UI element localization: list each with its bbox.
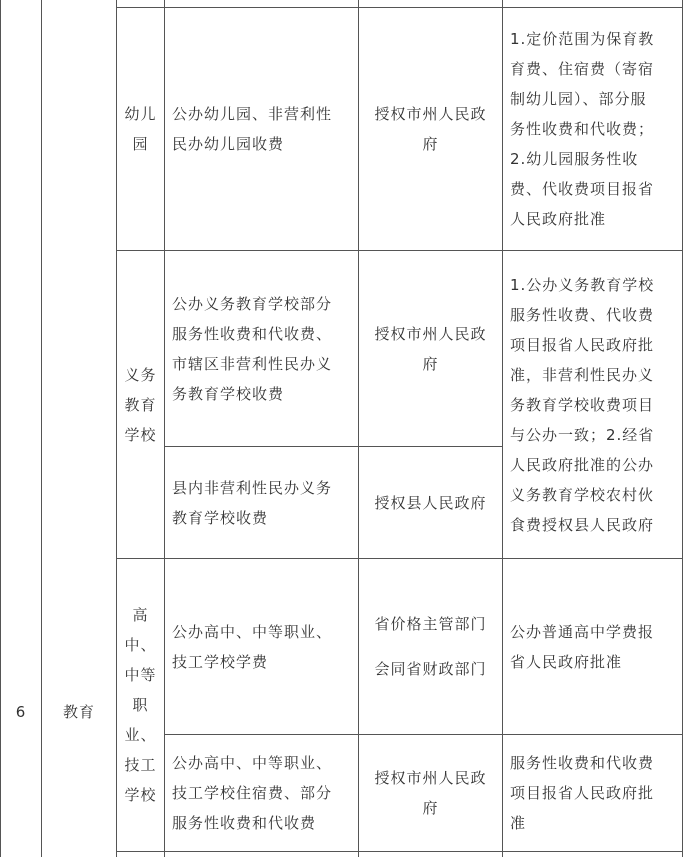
remark-line: 项目报省人民政府批 [510,784,655,802]
remark-line: 人民政府批准 [510,210,607,228]
section-name-line: 教育 [124,395,157,414]
section-name-high-vocational-school [117,559,164,851]
content-line: 服务性收费和代收费 [172,814,317,832]
column-divider [502,0,503,857]
authority-line: 府 [422,135,439,153]
section-name-kindergarten [117,8,164,250]
authority-cell [359,251,502,446]
authority-cell [359,735,502,851]
remark-line: 务性收费和代收费； [510,120,655,138]
remark-cell [510,559,682,734]
remark-line: 1.公办义务教育学校 [510,275,655,294]
remark-line: 与公办一致；2.经省 [510,425,655,444]
remark-line: 费、代收费项目报省 [510,180,655,198]
remark-line: 食费授权县人民政府 [510,515,655,534]
remark-line: 省人民政府批准 [510,652,623,671]
authority-line: 府 [422,799,439,817]
fee-content-cell [172,559,358,734]
section-name-compulsory-education [117,251,164,558]
category-label: 教育 [62,703,95,721]
section-name-line: 幼儿 [124,105,157,123]
remark-line: 人民政府批准的公办 [510,455,655,474]
section-name-line: 高 [132,606,149,624]
section-name-line: 中、 [124,636,157,654]
section-name-line: 园 [132,135,149,153]
authority-cell [359,8,502,250]
content-line: 公办高中、中等职业、 [172,622,333,641]
remark-line: 2.幼儿园服务性收 [510,150,639,168]
remark-line: 准 [510,814,527,832]
remark-line: 项目报省人民政府批 [510,335,655,354]
row-divider [116,851,683,852]
fee-content-cell [172,8,358,250]
authority-line: 会同省财政部门 [374,659,487,678]
remark-cell [510,8,682,250]
remark-line: 育费、住宿费（寄宿 [510,60,655,78]
authority-line: 省价格主管部门 [374,614,487,633]
remark-line: 准，非营利性民办义 [510,365,655,384]
column-divider [164,0,165,857]
authority-line: 授权市州人民政 [374,324,487,343]
section-name-line: 职 [132,696,149,714]
content-line: 公办高中、中等职业、 [172,754,333,772]
row-number-cell [1,0,41,857]
section-name-line: 学校 [124,425,157,444]
remark-line: 义务教育学校农村伙 [510,485,655,504]
section-name-line: 学校 [124,786,157,804]
content-line: 公办幼儿园、非营利性 [172,105,333,123]
remark-line: 服务性收费和代收费 [510,754,655,772]
content-line: 民办幼儿园收费 [172,135,285,153]
content-line: 技工学校住宿费、部分 [172,784,333,802]
section-name-line: 义务 [124,365,157,384]
fee-content-cell [172,447,358,558]
fee-content-cell [172,735,358,851]
authority-line: 授权市州人民政 [374,769,487,787]
authority-line: 府 [422,354,439,373]
content-line: 教育学校收费 [172,508,269,527]
section-name-line: 中等 [124,666,157,684]
remark-line: 务教育学校收费项目 [510,395,655,414]
content-line: 务教育学校收费 [172,384,285,403]
remark-line: 服务性收费、代收费 [510,305,655,324]
remark-cell [510,251,682,558]
authority-line: 授权县人民政府 [374,493,487,512]
content-line: 服务性收费和代收费、 [172,324,333,343]
row-number: 6 [15,703,27,721]
section-name-line: 技工 [124,756,157,774]
remark-cell [510,735,682,851]
remark-line: 公办普通高中学费报 [510,622,655,641]
fee-content-cell [172,251,358,446]
category-cell [42,0,116,857]
content-line: 市辖区非营利性民办义 [172,354,333,373]
section-name-line: 业、 [124,726,157,744]
authority-line: 授权市州人民政 [374,105,487,123]
remark-line: 制幼儿园）、部分服 [510,90,647,108]
content-line: 技工学校学费 [172,652,269,671]
authority-cell [359,447,502,558]
authority-cell [359,559,502,734]
remark-line: 1.定价范围为保育教 [510,30,655,48]
content-line: 公办义务教育学校部分 [172,294,333,313]
content-line: 县内非营利性民办义务 [172,478,333,497]
